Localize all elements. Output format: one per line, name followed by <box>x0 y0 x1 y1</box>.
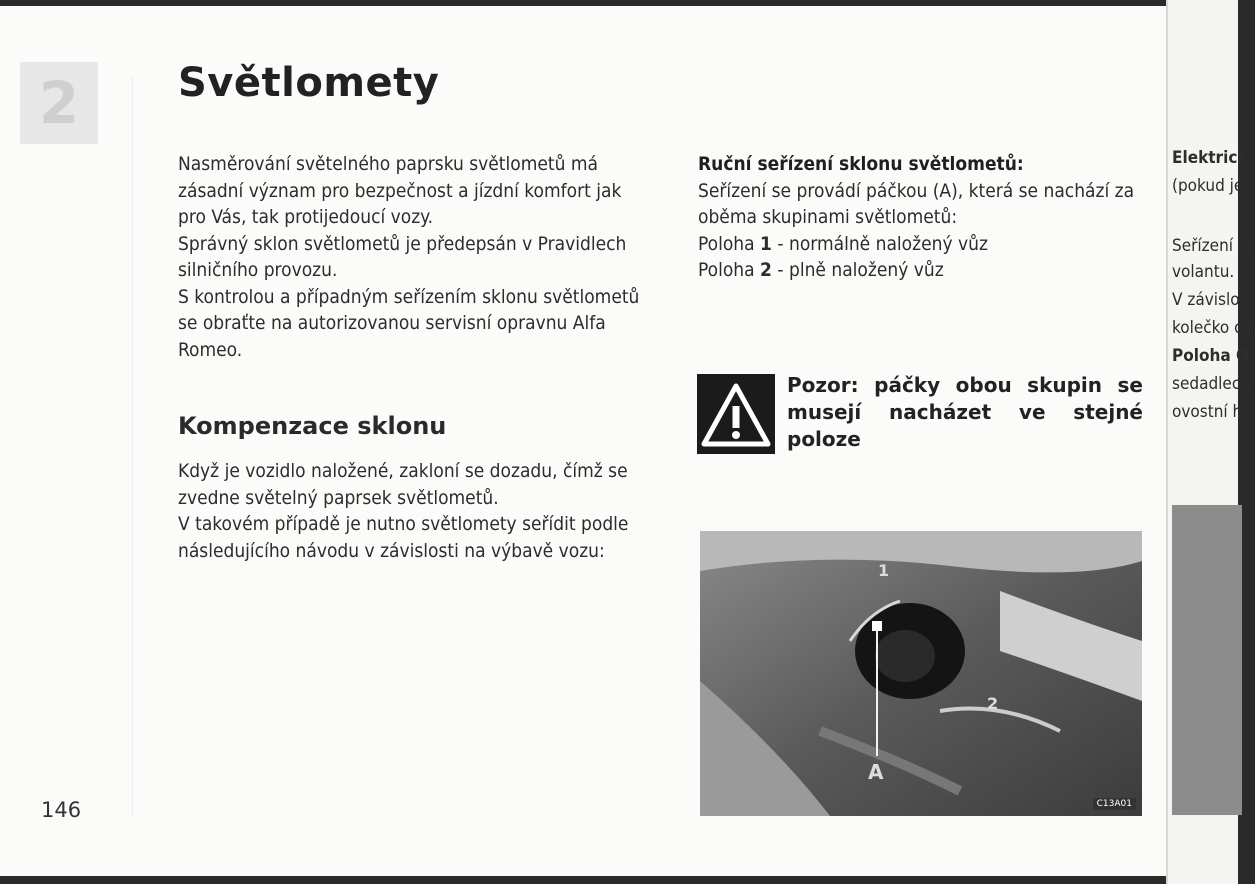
next-page-fragment: Seřízení se <box>1172 236 1255 256</box>
position-description: - normálně naložený vůz <box>771 232 988 255</box>
intro-paragraph: S kontrolou a případným seřízením sklonu světlometů se obraťte na autorizovanou servisní opravnu Alfa Romeo. <box>178 285 640 361</box>
next-page-photo <box>1172 505 1242 815</box>
compensation-paragraph: Když je vozidlo naložené, zakloní se dozadu, čímž se zvedne světelný paprsek světlometů. <box>178 460 628 509</box>
photo-code: C13A01 <box>1093 798 1136 810</box>
intro-paragraph: Nasměrování světelného paprsku světlometů má zásadní význam pro bezpečnost a jízdní komfort jak pro Vás, tak protijedoucí vozy. <box>178 153 622 228</box>
position-line-2 <box>698 257 1146 284</box>
compensation-text <box>178 458 654 564</box>
position-label: Poloha <box>698 259 755 281</box>
next-page-fragment: Elektrick <box>1172 148 1248 168</box>
manual-adjust-section <box>698 151 1146 284</box>
warning-triangle-icon <box>697 374 775 454</box>
photo-label-2: 2 <box>987 694 999 713</box>
intro-paragraph: Správný sklon světlometů je předepsán v Pravidlech silničního provozu. <box>178 232 627 281</box>
lever-photo <box>700 531 1142 816</box>
page-title: Světlomety <box>178 60 440 106</box>
margin-divider <box>132 76 133 816</box>
section-subtitle: Kompenzace sklonu <box>178 412 447 440</box>
chapter-number: 2 <box>38 69 80 137</box>
photo-label-1: 1 <box>878 561 890 580</box>
position-label: Poloha <box>698 232 755 255</box>
position-line-1 <box>698 231 1146 258</box>
next-page-fragment: ovostní hr <box>1172 402 1249 422</box>
next-page-fragment: V závislos <box>1172 290 1248 310</box>
next-page-fragment: kolečko do <box>1172 318 1254 338</box>
position-number: 1 <box>760 232 772 255</box>
chapter-tab <box>20 62 98 144</box>
position-description: - plně naložený vůz <box>771 259 944 281</box>
position-number: 2 <box>760 259 772 281</box>
warning-text: Pozor: páčky obou skupin se musejí nacházet ve stejné poloze <box>787 373 1143 451</box>
compensation-paragraph: V takovém případě je nutno světlomety seřídit podle následujícího návodu v závislosti na výbavě vozu: <box>178 513 629 562</box>
next-page-edge <box>1166 0 1255 884</box>
next-page-fragment: (pokud je <box>1172 176 1244 196</box>
page-number: 146 <box>41 798 82 822</box>
intro-text <box>178 151 654 363</box>
next-page-fragment: volantu. <box>1172 262 1235 282</box>
manual-adjust-text: Seřízení se provádí páčkou (A), která se nachází za oběma skupinami světlometů: <box>698 179 1135 228</box>
photo-label-a: A <box>868 760 884 784</box>
manual-adjust-heading: Ruční seřízení sklonu světlometů: <box>698 153 1024 175</box>
next-page-fragment: sedadlech, <box>1172 374 1255 394</box>
manual-page <box>0 6 1235 876</box>
next-page-fragment: Poloha O <box>1172 346 1249 366</box>
